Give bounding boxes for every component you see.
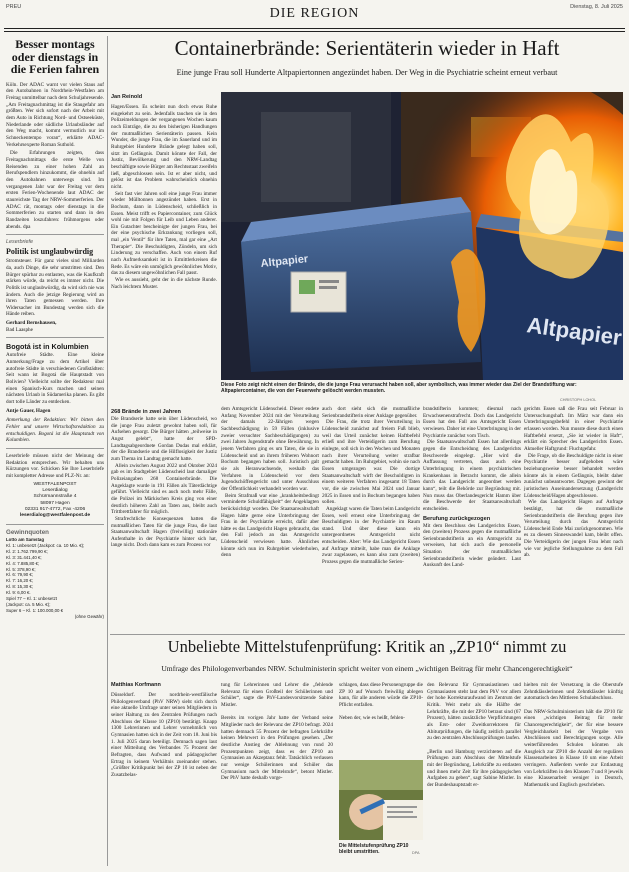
lotto-line: Kl. 1: unbesetzt (Jackpot: ca. 10 Mio. €); (6, 542, 85, 548)
bottom-column-4 (427, 682, 521, 789)
exam-photo (339, 760, 423, 840)
bottom-paragraph: den Relevanz für Gymnasiastinnen und Gymnasiasten steht laut dem PhV vor allem der hohe Korrekturaufwand im Zentrum der Kritik. Weit mehr als die Hälfte der Lehrkräfte, die mit der ZP10 betraut sind (67 Prozent), hätten zusätzliche Verpflichtungen als Erst- oder Zweitkorrektoren für Abiturprüfungen, die häufig zeitlich parallel zu den zentralen Abschlussprüfungen laufen. „Berlin und Hamburg verzichteten auf die Prüfungen zum Abschluss der Mittelstufe mit der Begründung, Lehrkräfte zu entlasten und ihnen mehr Zeit für ihre pädagogischen Aufgaben zu geben“, sagt Sabine Mistler. In der Bundeshauptstadt er- (427, 682, 521, 788)
main-column-4 (423, 406, 521, 569)
bottom-column-5 (524, 682, 623, 789)
header-rule-thin (4, 31, 625, 32)
contact-city: 58097 Hagen (40, 500, 70, 506)
contact-street: Schürmannstraße 4 (33, 494, 77, 500)
lotto-line: Kl. 3: 31.441,40 €; (6, 554, 42, 560)
main-paragraph: Seit fast vier Jahren soll eine junge Frau immer wieder Mülltonnen angezündet haben. Erst in Bochum, dann in Lüdenscheid, schließlich in Essen. Meist trifft es Papiercontainer, zum Glück wohl nie mit Folgen für Leib und Leben anderer. Ein Gutachter bescheinigte der jungen Frau, bei der eine psychische Erkrankung vorliegen soll, mal „ein Ventil“ für ihre Taten, mal gar eine „Art Therapie“. Die Beschuldigten, Zündeln, um sich Linderung zu verschaffen. Auch von einem Ruf nach Aufmerksamkeit ist in Ermittlerkreisen die Rede. Es wäre ein unmöglich gewöhnliches Motiv, das zu diesem ungewöhnlichen Fall passt. (111, 190, 217, 277)
lotto-line: Spiel 77 – Kl. 1: unbesetzt (6, 596, 58, 602)
lotto-line: Kl. 4: 7.885,80 €; (6, 560, 40, 566)
main-column-2 (221, 406, 319, 559)
bogota-headline: Bogotá ist in Kolumbien (6, 342, 89, 352)
main-paragraph: gerichts Essen saß die Frau seit Februar in Untersuchungshaft. Im März war dann ein Unterbringungsbefehl in einer Psychiatrie erlassen worden. Nun musste diese durch einen Haftbefehl ersetzt, „Sie ist wieder in Haft“, erklärt ein Sprecher des Landgerichts Essen. Aktueller Haftgrund: Fluchtgefahr. (524, 406, 623, 452)
main-paragraph: dem Amtsgericht Lüdenscheid. Dieser endete Anfang November 2024 mit der Verurteilung der damals 22-Jährigen wegen Sachbeschädigung in 59 Fällen (inklusive zweier versuchter Sachbeschädigungen) zu zwei Jahren Jugendstrafe ohne Bewährung. In jenem Verfahren ging es um Taten, die sie in Lüdenscheid und an ihrem früheren Wohnort Bochum begangen haben soll. Juristisch galt sie als Heranwachsende, weshalb das Verfahren in Lüdenscheid vor dem Jugendschöffengericht und unter Ausschluss der Öffentlichkeit verhandelt worden war. (221, 406, 319, 492)
exam-photo-illustration (339, 760, 423, 840)
lotto-line: Kl. 8: 15,30 €; (6, 584, 34, 590)
bogota-author: Antje Gauer, Hagen (6, 407, 51, 414)
bottom-column-2 (221, 682, 333, 782)
lotto-line: Kl. 5: 378,90 €; (6, 566, 36, 572)
holiday-headline: Besser montags oder dienstags in die Ferien fahren (10, 37, 100, 77)
bottom-byline: Matthias Korfmann (111, 682, 161, 688)
bottom-headline: Unbeliebte Mittelstufenprüfung: Kritik an „ZP10“ nimmt zu (167, 637, 567, 656)
main-paragraph: Allein zwischen August 2022 und Oktober 2024 gab es im Stadtgebiet Lüdenscheid laut damaliger Polizeiangaben 268 Containerbrände. Die Angeklagte wurde in 191 Fällen als Täterdächtige geführt. Vielleicht sind es auch noch mehr Fälle, die Polizei im Märkischen Kreis ging von einer deutlich höheren Zahl an Taten aus, bleibt auch Trittbrettfahrer für möglich. (111, 462, 217, 516)
main-column-5 (524, 406, 623, 559)
main-paragraph: Die Frau, die trotz ihrer Verurteilung in Lüdenscheid zunächst auf freiem Fuß blieb, weil das Urteil zunächst keinen Haftbefehl erließ und ihre Verteidigerin zum Berufung einlegte, soll sich in den Wochen und Monaten nach ihrer Verurteilung weiter strafbar gemacht haben. Im Ruhrgebiet, wohin sie nach Essen umgezogen war. Die dortige Staatsanwaltschaft wirft der Beschuldigten in einem weiteren Verfahren insgesamt 18 Taten vor, die sie zwischen Mai 2024 und Januar 2025 in Essen und in Bochum begangen haben sollen. (322, 419, 420, 506)
bottom-paragraph: Düsseldorf. Der nordrhein-westfälische Philologenverband (PhV NRW) sieht sich durch eine aktuelle Umfrage unter seinen Mitgliedern in seiner Haltung zu den Zentralen Prüfungen nach Abschluss der Klasse 10 (ZP10) bestätigt. Knapp 1300 Lehrerinnen und Lehrer vornehmlich von Gymnasien hatten sich in der Zeit vom 18. Juni bis 1. Juli 2025 daran beteiligt. Demnach sagen laut einer Mitteilung des Verbandes 75 Prozent der Befragten, dass Aufwand und pädagogischer Ertrag in keinem Verhältnis zueinander stehen. „Größter Kritikpunkt bei der ZP 10 ist neben der Zusatzbelas- (111, 692, 217, 778)
main-paragraph: Angeklagt waren die Taten beim Landgericht Essen, weil erneut eine Unterbringung der Beschuldigten in der Psychiatrie im Raum stand. Und über diese kann ein untergeordnetes Amtsgericht nicht entscheiden. Aber: Wie das Landgericht Essen auf Anfrage mitteilt, habe man die Anklage zwar zugelassen, es kann also zum (zweiten) Prozess gegen die mutmaßliche Serien- (322, 505, 420, 566)
bottom-subhead: Umfrage des Philologenverbandes NRW. Schulministerin spricht weiter von einem „wichtigen Beitrag für mehr Chancengerechtigkeit“ (161, 664, 573, 673)
holiday-paragraph-1: Köln. Der ADAC warnt vor vielen Staus auf den Autobahnen in Nordrhein-Westfalen am Freitag unmittelbar nach dem Schuljahresende. „Am Freitagnachmittag ist die Staugefahr am größten. Wer sich sofort nach der Arbeit mit dem Auto in Richtung Nord- und Ostseeküste, Niederlande oder südliche Urlaubsländer auf den Weg macht, kommt vermutlich nur im Schneckentempo voran“, erklärte ADAC-Verkehrsexperte Roman Suthold. (6, 81, 104, 148)
main-headline: Containerbrände: Serientäterin wieder in Haft (174, 36, 560, 60)
contact-email[interactable]: leserdialog@westfalenpost.de (19, 513, 91, 519)
bottom-column-3 (339, 682, 423, 722)
lotto-disclaimer: (ohne Gewähr) (74, 614, 104, 620)
paper-code: PREU (6, 4, 22, 10)
main-paragraph: Hagen/Essen. Es scheint nun doch etwas Ruhe eingekehrt zu sein. Jedenfalls tauchen sie in den Polizeimeldungen der vergangenen Wochen kaum noch Einträge, die zu den bisherigen Handlungen der mutmaßlichen Serientäterin passen. Kein Wunder, die junge Frau, die im Sauerland und im Ruhrgebiet Hunderte Brände gelegt haben soll, sitzt im Gefängnis. Damit könnte der Fall, der Justiz, Bevölkerung und den NRW-Landtag beschäftigte sowie Bürger am Rechtsstaat zweifeln ließ, abgeschlossen sein. Ist er aber nicht, und gelöst ist das Problem wahrscheinlich ohnehin nicht. (111, 104, 217, 190)
lotto-line: Super 6 – Kl. 1: 100.000,00 € (6, 608, 64, 614)
main-column-1b (111, 406, 217, 549)
lotto-line: Kl. 7: 16,20 €; (6, 578, 34, 584)
lotto-line: Kl. 2: 1.762.799,90 €; (6, 548, 48, 554)
story-divider (110, 634, 625, 635)
main-paragraph: Wie das Landgericht Hagen auf Anfrage bestätigt, hat die mutmaßliche Serienbrandstifterin die Berufung gegen ihre Verurteilung durch das Amtsgericht Lüdenscheid Ende Mai zurückgenommen. Wie es zu diesem Sinneswandel kam, bleibt offen. Die Verteidigerin der jungen Frau lehnt nach wie vor jegliche Stellungnahme zu dem Fall ab. (524, 499, 623, 559)
main-paragraph: auch dort sieht sich die mutmaßliche Serienbrandstifterin einer Anklage gegenüber. (322, 406, 420, 419)
letters-note: Leserbriefe müssen nicht der Meinung der Redaktion entsprechen. Wir behalten uns Kürzungen vor. Schicken Sie Ihre Leserbriefe mit kompletter Adresse und PLZ-Nr. an: (6, 452, 104, 479)
contact-name: WESTFALENPOST (33, 481, 77, 487)
politics-author: Gerhard Bernshausen, (6, 320, 57, 327)
divider (6, 337, 104, 338)
column-divider (107, 36, 108, 866)
fire-container-photo (221, 92, 623, 380)
lotto-title: Lotto am Samstag (6, 536, 45, 542)
politics-letter: Stromsteuer. Für ganz vieles sind Milliarden da, auch Dinge, die sehr umstritten sind. Den Bürger spürbar zu entlasten, was die Kaufkraft stärken würde, da reicht es immer nicht. Die Politik ist unglaubwürdig, da wird sich nie was ändern. Auch die jetzige Regierung wird an ihren Taten gemessen werden. Ihre Widersacher im Bundestag werden sich die Hände reiben. (6, 258, 104, 318)
main-paragraph: Die Frage, ob die Beschuldigte nicht in einer Psychiatrie besser aufgehoben wäre beziehungsweise besser behandelt werden könnte als in einem Gefängnis, bleibt daher zunächst unbeantwortet. Dagegen gewinnt der juristischen Auseinandersetzung (Landgericht Lüdenscheid/Hagen abgeschlossen. (524, 452, 623, 499)
main-paragraph: Die Staatsanwaltschaft Essen hat allerdings gegen die Entscheidung des Landgerichts Beschwerde eingelegt. „Hier wird die Auffassung vertreten, dass auch eine Unterbringung in einem psychiatrischen Krankenhaus in Betracht kommt, die allein durch das Landgericht angeordnet werden kann“, teilt die Behörde zur Begründung mit. Nun muss das Oberlandesgericht Hamm über die Beschwerde der Staatsanwaltschaft entscheiden. (423, 439, 521, 512)
main-paragraph: Strafrechtliche Konsequenzen hatten die mutmaßlichen Taten für die junge Frau, die laut Staatsanwaltschaft Hagen (freiwillig) stationäre Aufenthalte in der Psychiatrie hinter sich hat, lange nicht. Doch dann kam es zum Prozess vor (111, 515, 217, 549)
header-rule (4, 28, 625, 29)
lotto-line: (Jackpot: ca. 5 Mio. €); (6, 602, 51, 608)
lotto-kicker: Gewinnquoten (6, 528, 49, 536)
fire-photo-illustration (221, 92, 623, 380)
editor-note: Anmerkung der Redaktion: Wir bitten den Fehler und unsere Wirtschaftsredaktion zu entschuldigen. Bogotá ist die Hauptstadt von Kolumbien. (6, 417, 104, 444)
main-byline: Jan Reinold (111, 94, 143, 100)
contact-phone: 02331 917-4772, Fax -4206 (24, 507, 86, 513)
divider (6, 234, 104, 235)
politics-city: Bad Laasphe (6, 326, 33, 333)
holiday-paragraph-2: Die Erfahrungen zeigten, dass Freitagnachmittags die erste Welle von Reisenden zu einer hohen Zahl an Berufspendlern hinzukommt, die ohnehin auf den Autobahnen unterwegs sind. Im vergangenen Jahr war der Freitag vor dem ersten Ferien-Wochenende laut ADAC der staureichste Tag der NRW-Sommerferien. Der ADAC rät, montags oder dienstags in die Sommerferien zu starten und dann in den Randzeiten loszufahren: frühmorgens oder abends. dpa (6, 150, 104, 230)
main-subheading: 268 Brände in zwei Jahren (111, 409, 181, 415)
container-label-small: Altpapier (260, 253, 309, 270)
contact-dept: Leserdialog (42, 487, 68, 493)
exam-photo-caption: Die Mittelstufenprüfung ZP10 bleibt umstritten. (339, 843, 409, 855)
main-paragraph: Wie es aussieht, geht der in die nächste Runde. Nach leichtem Muster. (111, 277, 217, 290)
lotto-block (6, 537, 104, 620)
divider (6, 524, 104, 525)
bottom-paragraph: schlagen, dass diese Personengruppe die ZP 10 auf Wunsch freiwillig ablegen kann, für alle anderen würde die ZP10-Pflicht entfallen. Neben der, wie es heißt, fehlen- (339, 682, 423, 722)
letters-kicker: Leserbriefe (6, 239, 33, 246)
divider (6, 448, 104, 449)
exam-photo-credit: DPA (412, 851, 420, 855)
section-title: DIE REGION (269, 6, 360, 21)
bogota-letter: Autofreie Städte. Eine kleine Anmerkung/Frage zu dem Artikel über autofreie Städte in verschiedenen Großstädten: Seit wann ist Bogotá die Hauptstadt von Bolivien? Vielleicht sollte der Redakteur mal einen Spanisch-Kurs machen und seinen nächsten Urlaub in Südamerika planen. Es gibt dort tolle Länder zu entdecken. (6, 352, 104, 406)
lotto-line: Kl. 6: 79,90 €; (6, 572, 34, 578)
bottom-paragraph: tung für Lehrerinnen und Lehrer die „fehlende Relevanz für einen Großteil der Schülerinnen und Schüler“, sagte die PhV-Landesvorsitzende Sabine Mistler. Bereits im vorigen Jahr hatte der Verband seine Mitglieder nach der Relevanz der ZP10 befragt. 2024 hatten demnach 55 Prozent der befragten Lehrkräfte keinen Mehrwert in den Prüfungen gesehen. „Der deutliche Anstieg der Ablehnung von rund 20 Prozentpunkten zeigt, dass es der ZP10 an Gymnasien an Akzeptanz fehlt. Tatsächlich verlassen nur wenige Schülerinnen und Schüler das Gymnasium nach der Mittelstufe“, betont Mistler. Der PhV hatte deshalb vorge- (221, 682, 333, 782)
main-subheading: Berufung zurückgezogen (423, 515, 491, 522)
main-paragraph: Beim Strafmaß war eine „krankheitsbedingt verminderte Schuldfähigkeit“ der Angeklagten berücksichtigt worden. Die Staatsanwaltschaft Hagen hätte gerne eine Unterbringung der Frau in der Psychiatrie erreicht, dafür aber hätte es das Landgericht Hagen gebraucht, das den Fall jedoch an das Amtsgericht Lüdenscheid verwiesen hatte. Ähnliches könnte sich nun im Ruhrgebiet wiederholen, denn (221, 492, 319, 559)
main-paragraph: Die Brandserie hatte sein über Lüdenscheid, wo die junge Frau zuletzt gewohnt haben soll, für Aufsehen gesorgt. Die Bürger hätten „teilweise in Angst gelebt“, hatte der SPD-Landtagsabgeordnete Gordan Dudas mal erklärt, der die Brandserie und die Hilflosigkeit der Justiz zum Thema im Landtag gemacht hatte. (111, 416, 217, 462)
contact-block (6, 482, 104, 520)
container-label: Altpapier (525, 312, 623, 351)
main-column-3 (322, 406, 420, 566)
left-column (6, 38, 104, 620)
bottom-paragraph: hielten mit der Versetzung in die Oberstufe Zehntklässlerinnen und Zehntklässler künftig automatisch den Mittleren Schulabschluss. Das NRW-Schulministerium hält die ZP10 für einen „wichtigen Beitrag für mehr Chancengerechtigkeit“, der für eine bessere Vergleichbarkeit bei der Vergabe von Abschlüssen und Berechtigungen sorge. Alle weiterführenden Schulen könnten als Ausgleich zur ZP10 die Anzahl der regulären Klassenarbeiten in Klasse 10 um eine Arbeit verringern. Außerdem werde zur Entlastung von Lehrkräften in den Klassen 7 und 8 jeweils eine Klassenarbeit weniger in Deutsch, Mathematik und Englisch geschrieben. (524, 682, 623, 788)
photo-caption: Diese Foto zeigt nicht einen der Brände, die die junge Frau verursacht haben soll, aber symbolisch, was immer wieder das Ziel der Brandstiftung war: Altpapiercontainer, die von der Feuerwehr gelöscht werden mussten. (221, 382, 577, 395)
lotto-line: Kl. 9: 6,00 €. (6, 590, 31, 596)
main-paragraph: brandstifterin kommen; diesmal nach Erwachsenenstrafrecht. Doch das Landgericht Essen hat den Fall ans Amtsgericht Essen verwiesen. Daher ist eine Unterbringung in der Psychiatrie zunächst vom Tisch. (423, 406, 521, 439)
issue-date: Dienstag, 8. Juli 2025 (570, 4, 623, 10)
main-column-1 (111, 94, 217, 290)
bottom-column-1 (111, 682, 217, 779)
photo-credit: CHRISTOPH LOHOL (560, 398, 597, 402)
main-paragraph: Mit dem Beschluss des Landgerichts Essen, den (zweiten) Prozess gegen die mutmaßliche Serienbrandstifterin an ein Amtsgericht zu verweisen, hat sich auch die personelle Situation der mutmaßlichen Serienbrandstifterin wieder geändert. Laut Auskunft des Land- (423, 522, 521, 569)
politics-headline: Politik ist unglaubwürdig (6, 247, 94, 257)
main-subhead: Eine junge Frau soll Hunderte Altpapiertonnen angezündet haben. Der Weg in die Psychiatrie scheint erneut verbaut (176, 68, 558, 77)
